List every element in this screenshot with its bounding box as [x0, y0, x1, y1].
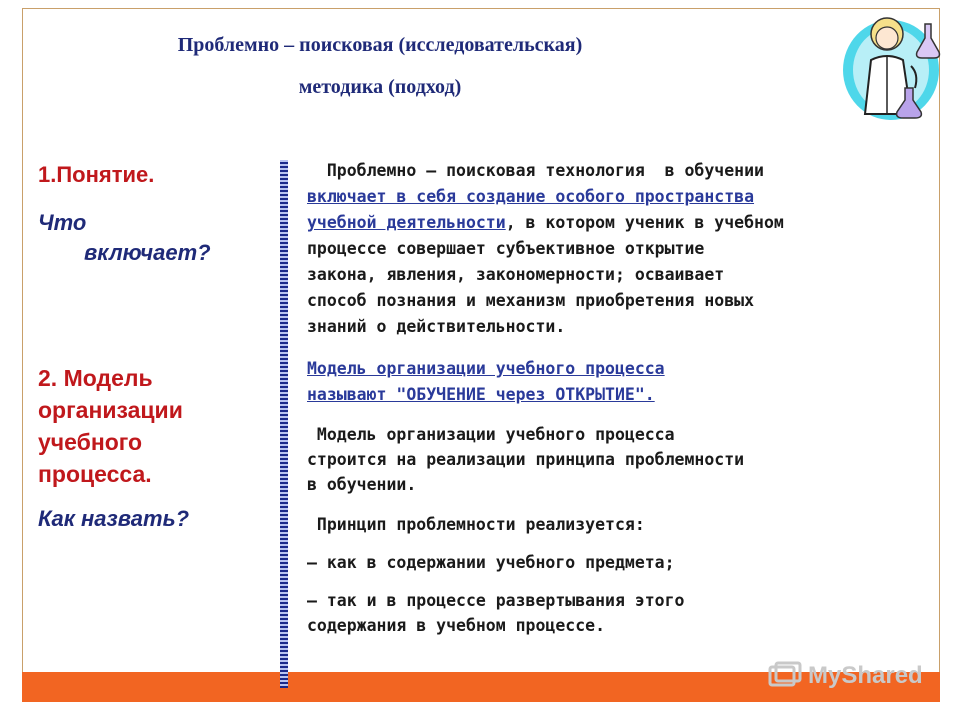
item-1-number: 1. — [38, 162, 57, 187]
bullet-process — [307, 588, 685, 638]
principle-line-2: строится на реализации принципа проблемности — [307, 450, 745, 469]
question-1-line-1: Что — [38, 210, 87, 235]
item-2-heading — [38, 362, 183, 490]
paragraph-principle — [307, 422, 744, 497]
myshared-watermark — [768, 656, 938, 696]
slide-title-line-1: Проблемно – поисковая (исследовательская) — [177, 34, 583, 56]
item-1-heading — [38, 162, 154, 188]
watermark-logo-icon — [768, 661, 802, 691]
definition-line-4: процессе совершает субъективное открытие — [307, 239, 705, 258]
paragraph-definition — [307, 158, 784, 340]
model-name-link-2[interactable]: называют "ОБУЧЕНИЕ через ОТКРЫТИЕ". — [307, 385, 655, 404]
question-2: Как назвать? — [38, 506, 190, 531]
scientist-clipart — [835, 4, 947, 126]
principle-line-3: в обучении. — [307, 475, 417, 494]
item-2-line-3: учебного — [38, 429, 143, 455]
item-2-line-1: Модель — [57, 365, 153, 391]
definition-link-1[interactable]: включает в себя создание особого пространства — [307, 187, 755, 206]
paragraph-model-name — [307, 356, 665, 408]
slide-title-line-2: методика (подход) — [298, 76, 462, 98]
definition-link-2[interactable]: учебной деятельности — [307, 213, 506, 232]
question-1-line-2: включает? — [84, 240, 211, 265]
item-2-line-2: организации — [38, 397, 183, 423]
bullet-content: — как в содержании учебного предмета; — [307, 553, 675, 572]
item-2-number: 2. — [38, 365, 58, 391]
item-2-line-4: процесса. — [38, 461, 152, 487]
column-divider — [280, 160, 288, 688]
watermark-text: MyShared — [808, 662, 923, 689]
principle-line-1: Модель организации учебного процесса — [307, 425, 675, 444]
bullet-process-line-2: содержания в учебном процессе. — [307, 616, 606, 635]
definition-line-1: Проблемно – поисковая технология в обучении — [307, 161, 764, 180]
paragraph-realization: Принцип проблемности реализуется: — [307, 515, 645, 534]
definition-line-5: закона, явления, закономерности; осваивает — [307, 265, 725, 284]
bullet-process-line-1: — так и в процессе развертывания этого — [307, 591, 685, 610]
definition-line-7: знаний о действительности. — [307, 317, 566, 336]
item-1-label: Понятие. — [56, 162, 155, 187]
model-name-link-1[interactable]: Модель организации учебного процесса — [307, 359, 665, 378]
definition-line-6: способ познания и механизм приобретения новых — [307, 291, 755, 310]
definition-line-3-rest: , в котором ученик в учебном — [505, 213, 784, 232]
